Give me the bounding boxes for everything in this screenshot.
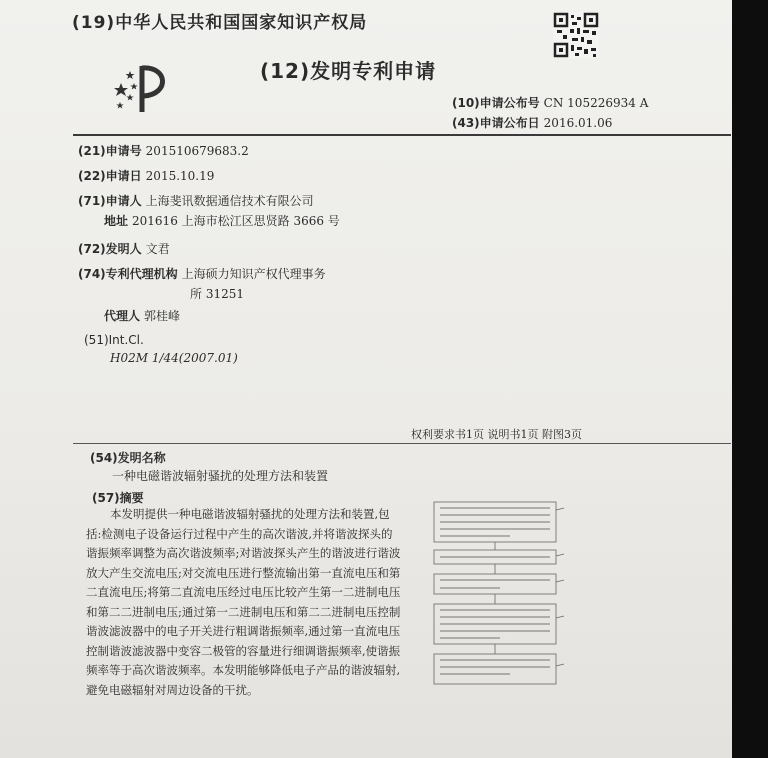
intcl-label: (51)Int.Cl.	[84, 333, 144, 347]
cnipa-emblem-icon	[108, 58, 178, 116]
applicant	[78, 192, 314, 209]
address-value: 201616 上海市松江区思贤路 3666 号	[132, 214, 340, 228]
invention-title-label: (54)发明名称	[90, 451, 166, 465]
intcl-value: H02M 1/44(2007.01)	[110, 351, 238, 365]
publication-date-label: (43)申请公布日	[452, 116, 540, 130]
agent-label: 代理人	[104, 309, 141, 323]
patent-agency-label: (74)专利代理机构	[78, 267, 178, 281]
application-number-value: 201510679683.2	[145, 144, 249, 158]
document-type-title: (12)发明专利申请	[260, 59, 437, 83]
application-date-value: 2015.10.19	[145, 169, 215, 183]
inventor	[78, 240, 170, 257]
flow-step-3	[434, 574, 556, 594]
publication-date	[452, 114, 612, 131]
publication-date-value: 2016.01.06	[543, 116, 613, 130]
screen-edge	[732, 0, 768, 758]
address-label: 地址	[104, 214, 129, 228]
application-date	[78, 167, 214, 184]
application-date-label: (22)申请日	[78, 169, 142, 183]
abstract-text: 本发明提供一种电磁谐波辐射骚扰的处理方法和装置,包括:检测电子设备运行过程中产生的高次谐波,并将谐波探头的谐振频率调整为高次谐波频率;对谐波探头产生的谐波进行谐波放大产生交流电压;对交流电压进行整流输出第一直流电压和第二直流电压;将第二直流电压经过电压比较产生第一二进制电压和第二二进制电压;通过第一二进制电压和第二二进制电压控制谐波滤波器中的电子开关进行粗调谐振频率,通过第一直流电压控制谐波滤波器中变容二极管的容量进行细调谐振频率,使谐振频率等于高次谐波频率。本发明能够降低电子产品的谐波辐射,避免电磁辐射对周边设备的干扰。	[86, 507, 401, 697]
application-number	[78, 142, 249, 159]
applicant-label: (71)申请人	[78, 194, 142, 208]
qr-code-icon	[553, 12, 599, 58]
flow-step-5	[434, 654, 556, 684]
inventor-value: 文君	[145, 242, 170, 256]
page-count-info: 权利要求书1页 说明书1页 附图3页	[411, 428, 582, 441]
patent-agency-value-line2: 所 31251	[190, 287, 244, 301]
inventor-label: (72)发明人	[78, 242, 142, 256]
agent-value: 郭桂峰	[144, 309, 181, 323]
header-divider	[73, 134, 731, 136]
abstract-label: (57)摘要	[92, 491, 144, 505]
agent	[104, 307, 180, 324]
invention-title: 一种电磁谐波辐射骚扰的处理方法和装置	[112, 469, 329, 483]
address	[104, 212, 340, 229]
patent-agency	[78, 265, 326, 282]
patent-agency-value-line1: 上海硕力知识产权代理事务	[181, 267, 326, 281]
application-number-label: (21)申请号	[78, 144, 142, 158]
publication-number-label: (10)申请公布号	[452, 96, 540, 110]
publication-number	[452, 94, 648, 111]
publication-number-value: CN 105226934 A	[543, 96, 649, 110]
abstract-flowchart	[430, 500, 580, 690]
issuing-office: (19)中华人民共和国国家知识产权局	[72, 13, 368, 33]
applicant-value: 上海斐讯数据通信技术有限公司	[145, 194, 314, 208]
section-divider	[73, 443, 731, 444]
